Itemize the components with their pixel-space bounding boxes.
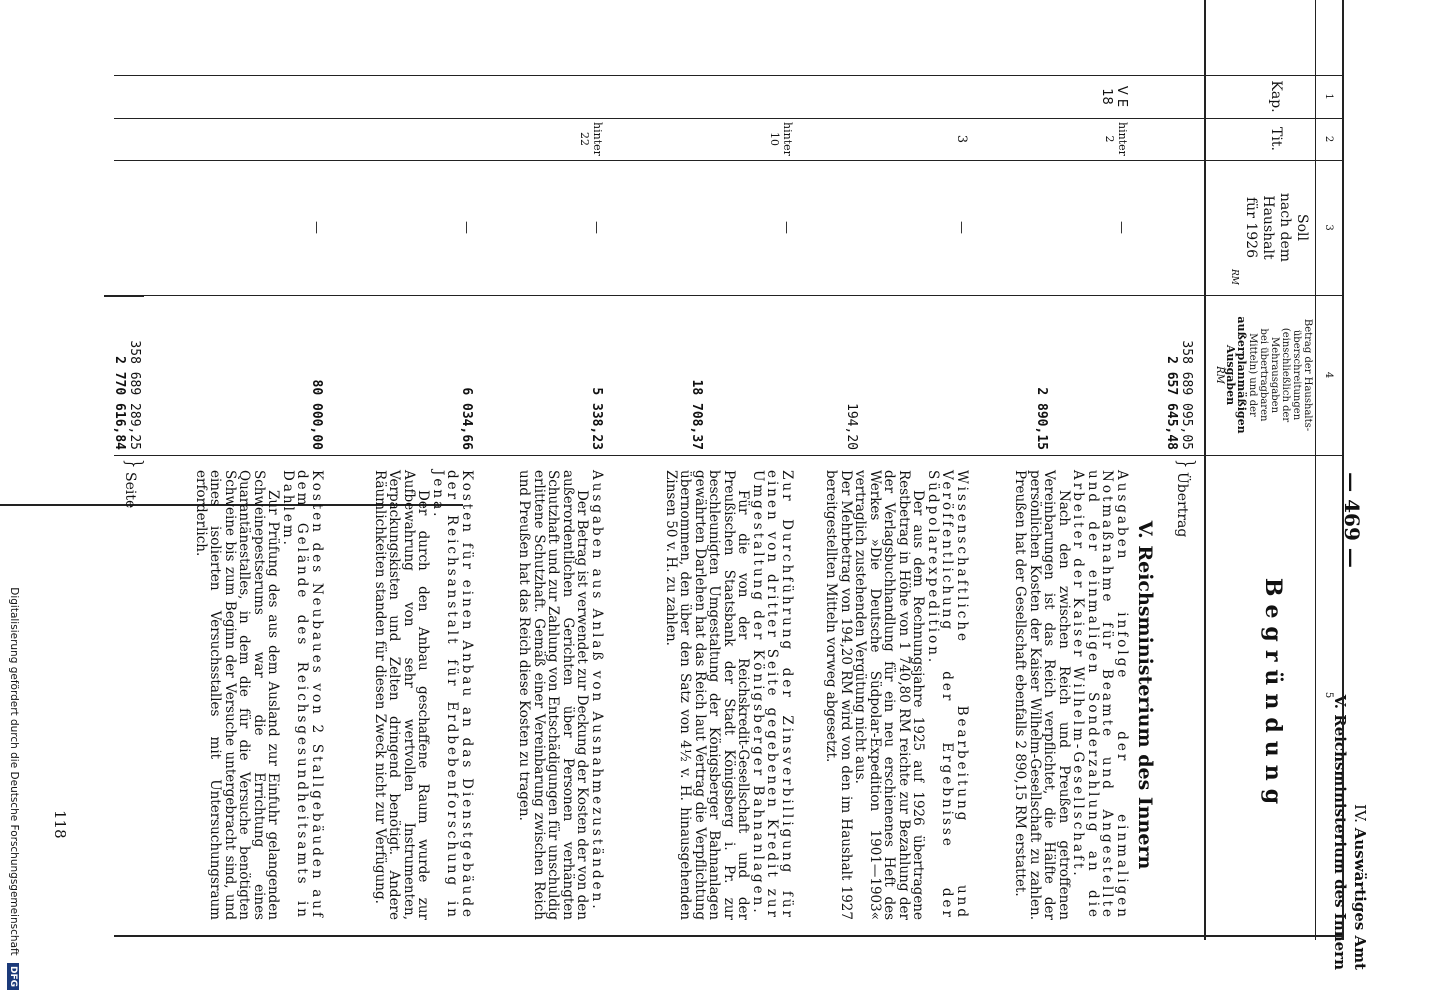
- header-tit: Tit.: [1268, 127, 1284, 151]
- entry-amount: 194,20: [844, 403, 859, 450]
- col-number-1: 1: [1323, 93, 1334, 100]
- col-number-2: 2: [1323, 135, 1334, 143]
- entry-soll: —: [459, 221, 474, 234]
- soll-unit: RM: [1229, 269, 1239, 285]
- entry-amount: 80 000,00: [309, 379, 324, 450]
- entry-text: [373, 470, 475, 920]
- footer-page-number: 118: [51, 810, 69, 839]
- entry-kap: V E 18: [1099, 85, 1129, 108]
- entry-body: Für die von der Reichskredit-Gesellschaft und der Preußischen Staatsbank der Stadt Königsberg i. Pr. zur beschleunigten Umgestaltung der Königsberger Bahnanlagen gewährten Darlehen hat das Reich laut Vertrag die Verpflichtung übernommen, den über den Satz von 4½ v. H. hinausgehenden Zinsen 50 v. H. zu zahlen.: [663, 470, 752, 920]
- running-head-title: Auswärtiges Amt: [1351, 827, 1369, 970]
- entry-body: Der aus dem Rechnungsjahre 1925 auf 1926 übertragene Restbetrag in Höhe von 1 740,80 RM reichte zur Bezahlung der der Verlagsbuchhandlung für ein neu erschienenes Heft des Werkes »Die Deutsche Südpolar-Expedition 1901—1903« vertraglich zustehenden Vergütung nicht aus. Der Mehrbetrag von 194,20 RM wird von den im Haushalt 1927 bereitgestellten Mitteln vorweg abgesetzt.: [823, 470, 927, 920]
- carry-in-label: Übertrag: [1174, 472, 1190, 538]
- entry-tit: hinter 22: [578, 122, 604, 156]
- running-head-subtitle: V. Reichsministerium des Innern: [1331, 694, 1349, 970]
- col-number-3: 3: [1323, 224, 1334, 231]
- entry-soll: —: [1114, 221, 1129, 234]
- digitization-note-text: Digitalisierung gefördert durch die Deutsche Forschungsgemeinschaft: [8, 587, 20, 956]
- entry-amount: 2 890,15: [1034, 387, 1049, 450]
- entry-heading: Ausgaben infolge der einmaligen Notmaßnahme für Beamte und Angestellte und der einmaligen Sonderzahlung an die Arbeiter der Kaiser Wilhelm-Gesellschaft.: [1070, 470, 1130, 920]
- entry-text: [1013, 470, 1129, 920]
- entry-heading: Kosten des Neubaues von 2 Stallgebäuden auf dem Gelände des Reichsgesundheitsamts in Dahlem.: [280, 470, 325, 920]
- header-kap: Kap.: [1268, 80, 1284, 113]
- table-header-rule: [1204, 0, 1206, 940]
- entry-heading: Ausgaben aus Anlaß von Ausnahmezuständen.: [589, 470, 605, 912]
- entry-soll: —: [309, 221, 324, 234]
- carry-in-brace: }: [1173, 457, 1198, 471]
- entry-text: [194, 470, 325, 920]
- entry-amount: 6 034,66: [459, 387, 474, 450]
- header-betrag: Betrag der Haushalts- überschreitungen (einschließlich der Mehrausgaben bei übertragbaren Mitteln) und der außerplanmäßigen Ausgaben RM: [1214, 295, 1313, 455]
- carry-out-label: Seite: [122, 472, 138, 509]
- entry-body: Der Betrag ist verwendet zur Deckung der Kosten der von den außerordentlichen Gerichten über Personen verhängten Schutzhaft und zur Zahlung von Entschädigungen für unschuldig erlittene Schutzhaft. Gemäß einer Vereinbarung zwischen Reich und Preußen hat das Reich diese Kosten zu tragen.: [516, 470, 591, 920]
- entry-amount: 18 708,37: [689, 379, 704, 450]
- entry-body: Der durch den Anbau geschaffene Raum wurde zur Aufbewahrung von sehr wertvollen Instrumenten, Verpackungskisten und Zelten dringend benötigt. Andere Räumlichkeiten standen für diesen Zweck nicht zur Verfügung.: [372, 470, 432, 920]
- list-item: [824, 0, 969, 940]
- entry-body: Zur Prüfung des aus dem Ausland zur Einfuhr gelangenden Schweinepestserums war die Errichtung eines Quarantänestalles, in dem die für die Versuche benötigten Schweine bis zum Beginn der Versuche untergebracht sind, und eines isolierten Versuchsstalles mit Untersuchungsraum erforderlich.: [193, 470, 282, 920]
- entry-body: Nach den zwischen Reich und Preußen getroffenen Vereinbarungen ist das Reich verpflichtet, die Hälfte der persönlichen Kosten der Kaiser Wilhelm-Gesellschaft zu zahlen. Preußen hat der Gesellschaft ebenfalls 2 890,15 RM erstattet.: [1012, 470, 1072, 920]
- entry-tit: 3: [954, 134, 969, 144]
- digitization-note: [7, 520, 20, 990]
- entry-soll: —: [954, 221, 969, 234]
- entry-heading: Wissenschaftliche Bearbeitung und Veröffentlichung der Ergebnisse der Südpolarexpedition.: [925, 470, 970, 920]
- carry-out-values: 358 689 289,25 2 770 616,84: [112, 340, 142, 450]
- dfg-logo: DFG: [7, 963, 19, 990]
- entry-text: [517, 470, 604, 920]
- header-soll: Soll nach dem Haushalt für 1926 RM: [1225, 160, 1310, 295]
- entry-heading: Kosten für einen Anbau an das Dienstgebäude der Reichsanstalt für Erdbebenforschung in Jena.: [430, 470, 475, 920]
- list-item: [484, 0, 604, 940]
- entry-amount: 5 338,23: [589, 387, 604, 450]
- carry-in-values: 358 689 095,05 2 657 645,48: [1164, 340, 1194, 450]
- page-number: — 469 —: [1340, 472, 1364, 568]
- list-item: [154, 0, 324, 940]
- list-item: [634, 0, 794, 940]
- entry-text: [824, 470, 969, 920]
- list-item: [984, 0, 1129, 940]
- table-top-rule: [1342, 0, 1344, 940]
- carry-out-brace: }: [121, 457, 146, 471]
- entry-heading: Zur Durchführung der Zinsverbilligung für einen von dritter Seite gegebenen Kredit zur Umgestaltung der Königsberger Bahnanlagen.: [750, 470, 795, 920]
- entry-soll: —: [589, 221, 604, 234]
- entry-text: [664, 470, 795, 920]
- running-head: [1330, 600, 1370, 970]
- entry-soll: —: [779, 221, 794, 234]
- col-number-4: 4: [1323, 371, 1334, 379]
- running-head-prefix: IV.: [1351, 804, 1369, 823]
- betrag-unit: RM: [1214, 366, 1225, 384]
- section-title: V. Reichsministerium des Innern: [1134, 520, 1156, 870]
- col-number-5: 5: [1323, 691, 1334, 699]
- entry-tit: hinter 2: [1103, 122, 1129, 156]
- list-item: [339, 0, 474, 940]
- entry-tit: hinter 10: [768, 122, 794, 156]
- header-begruendung: Begründung: [1260, 577, 1286, 813]
